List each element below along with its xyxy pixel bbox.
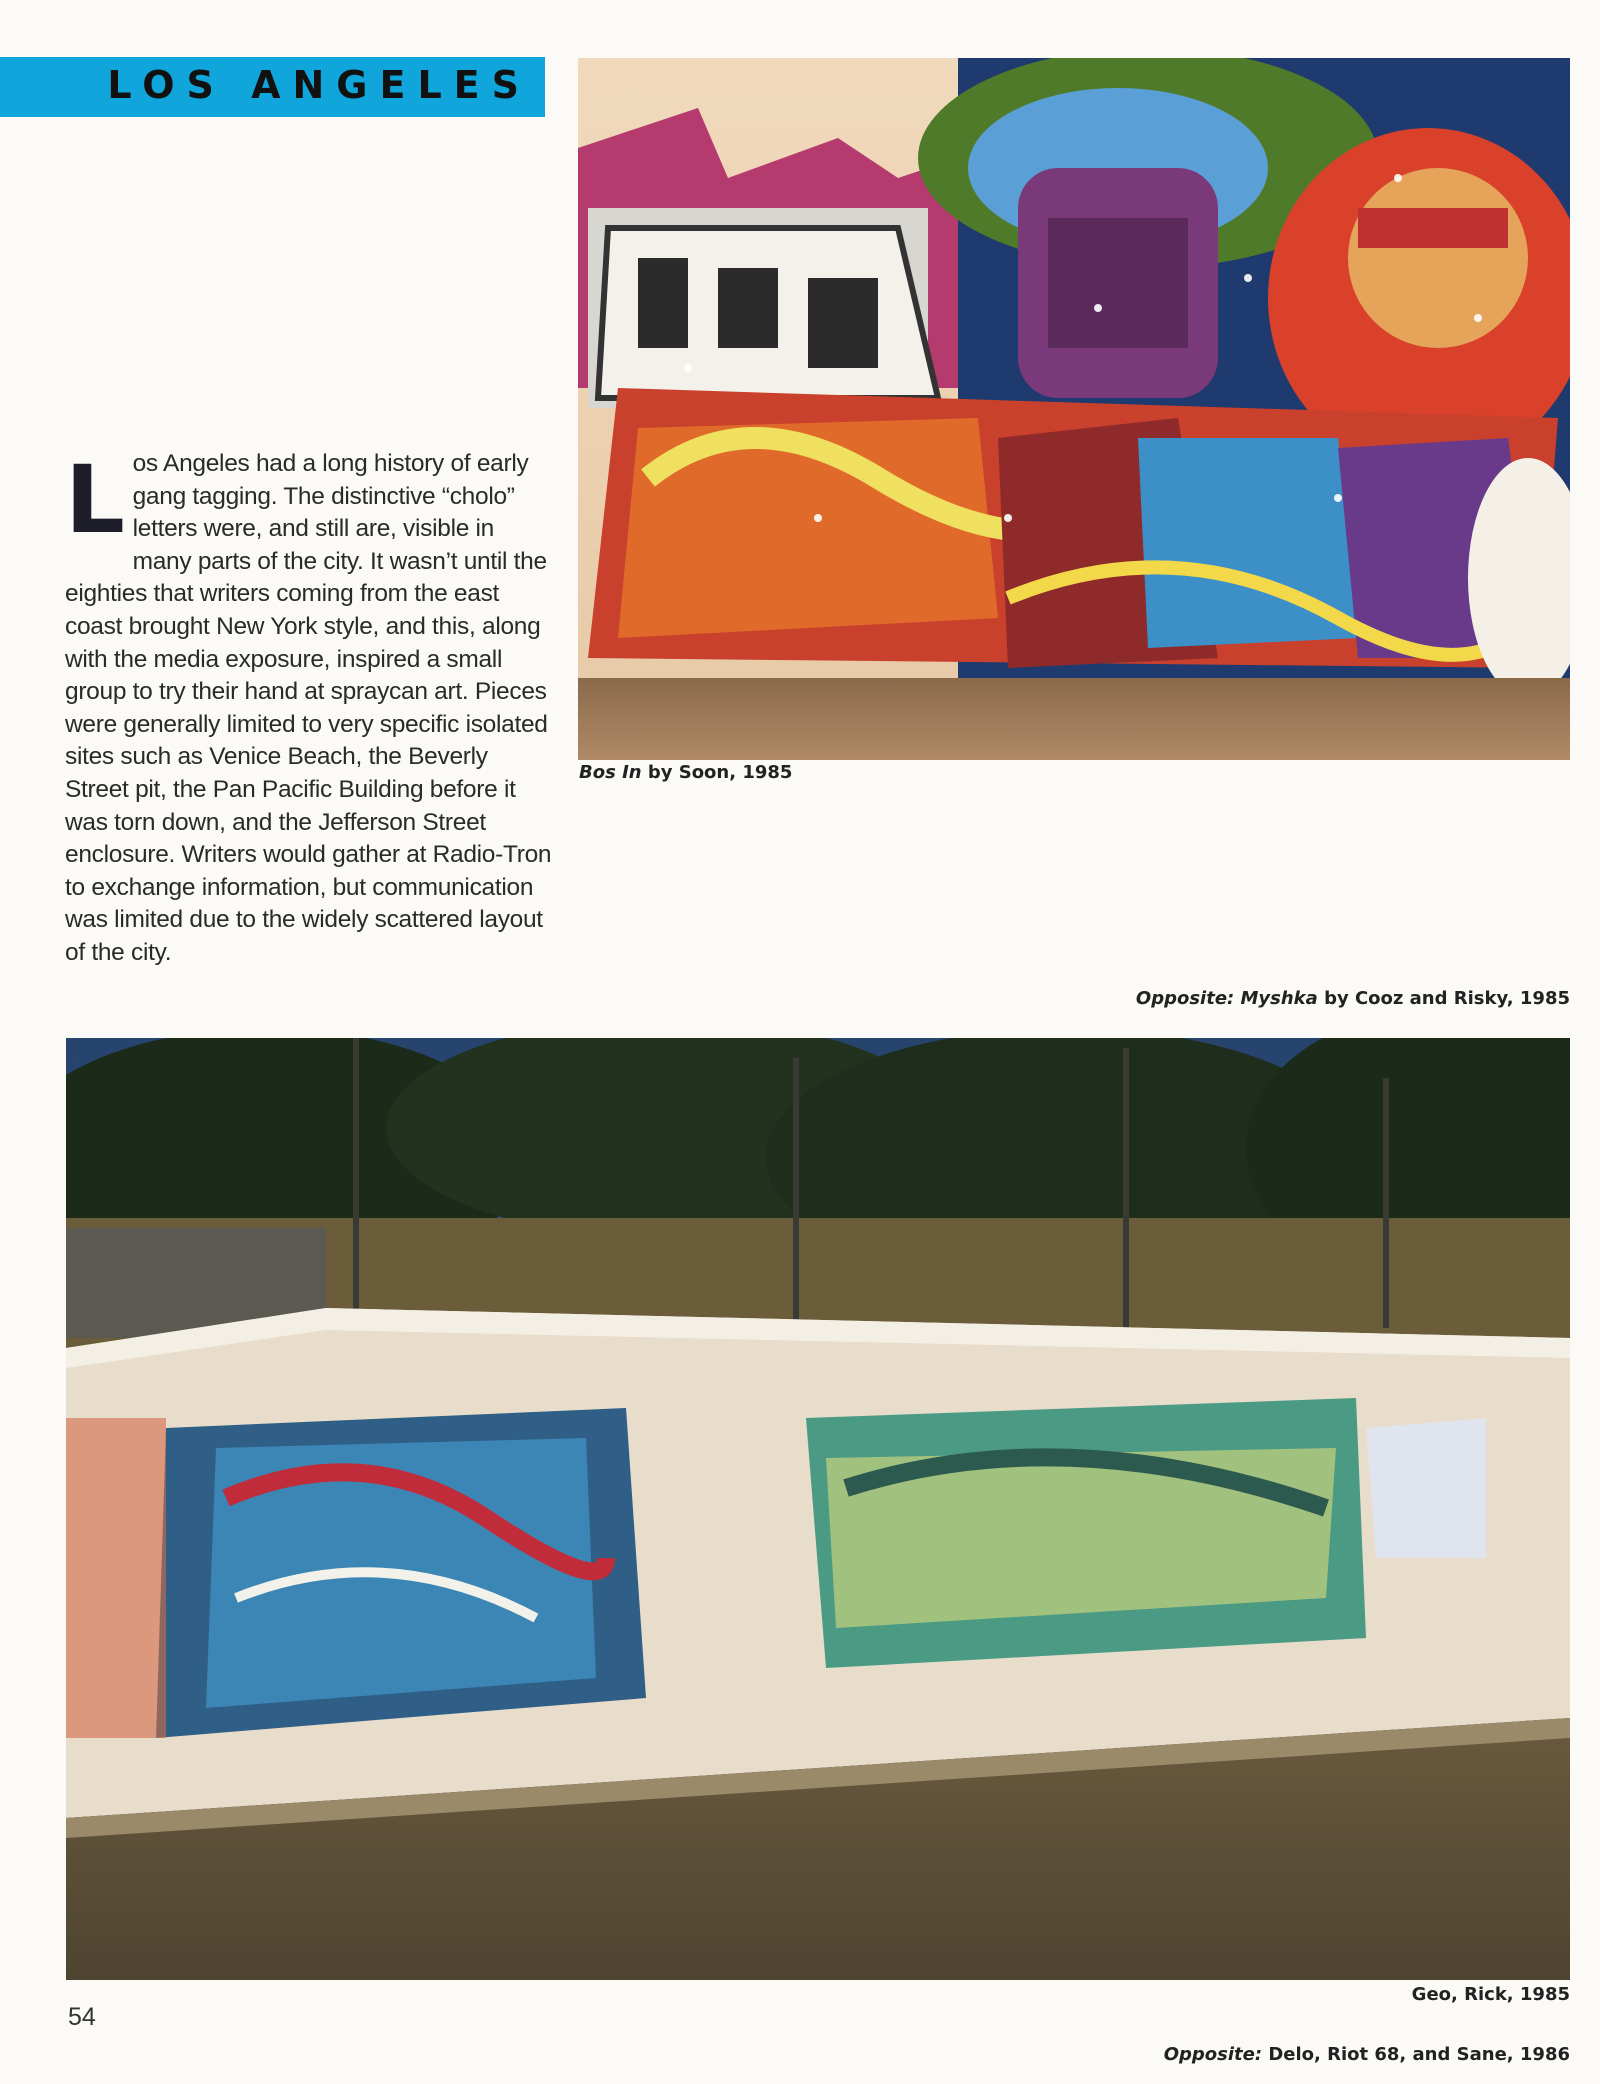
photo-geo-rick <box>66 1038 1570 1980</box>
photo-bos-in <box>578 58 1570 760</box>
drop-cap: L <box>65 446 125 555</box>
article-text: os Angeles had a long history of early gang tagging. The distinctive “cholo” letters were, and still are, visible in many parts of the city. It wasn’t until the eighties that writers coming from the east coast brought New York style, and this, along with the media exposure, inspired a small group to try their hand at spraycan art. Pieces were generally limited to very specific isolated sites such as Venice Beach, the Beverly Street pit, the Pan Pacific Building before it was torn down, and the Jefferson Street enclosure. Writers would gather at Radio-Tron to exchange information, but communication was limited due to the widely scattered layout of the city. <box>65 450 552 966</box>
section-title: LOS ANGELES <box>107 63 531 107</box>
caption-opposite2-prefix: Opposite: <box>1163 2044 1269 2065</box>
caption-opposite-prefix: Opposite: <box>1135 988 1241 1009</box>
caption-opposite-credit: by Cooz and Risky, 1985 <box>1317 988 1570 1009</box>
caption-opposite-title: Myshka <box>1240 988 1318 1009</box>
caption-top-photo <box>579 762 792 783</box>
caption-opposite-delo <box>1164 2044 1570 2065</box>
caption-bottom-photo: Geo, Rick, 1985 <box>1411 1984 1570 2005</box>
caption-top-credit: by Soon, 1985 <box>641 762 793 783</box>
page-number: 54 <box>68 2003 96 2031</box>
article-body <box>65 448 555 970</box>
section-banner <box>0 57 545 117</box>
caption-opposite2-credit: Delo, Riot 68, and Sane, 1986 <box>1268 2044 1570 2065</box>
caption-opposite-myshka <box>1136 988 1570 1009</box>
caption-top-title: Bos In <box>579 762 642 783</box>
